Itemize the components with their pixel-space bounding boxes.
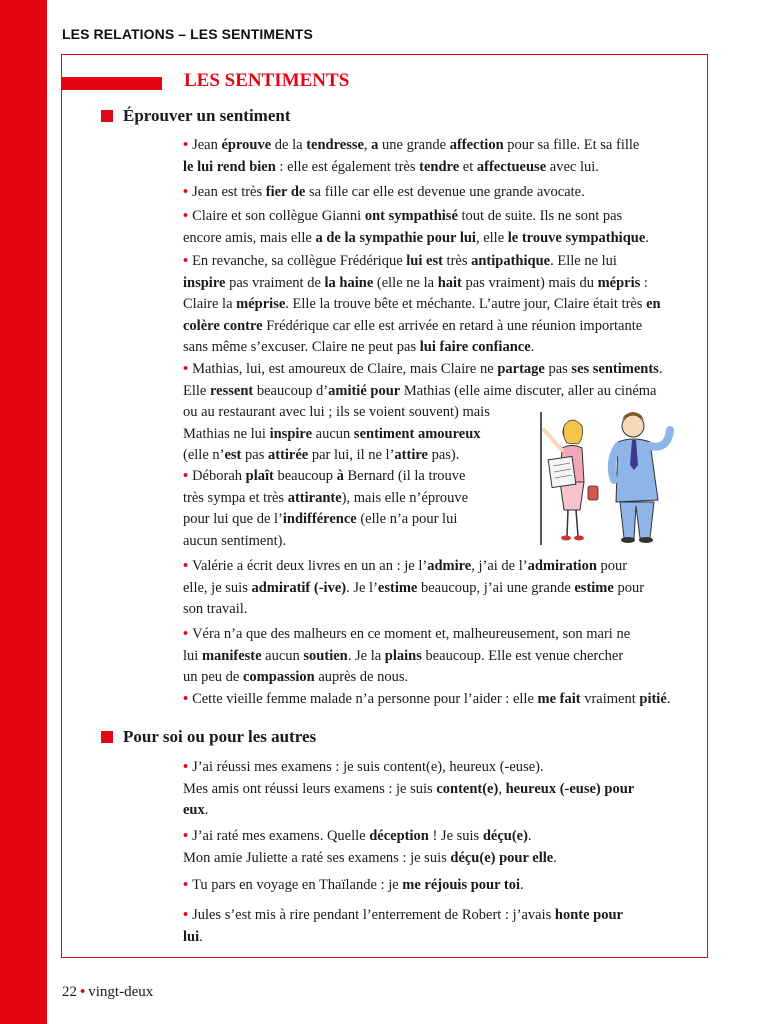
paragraph: • J’ai réussi mes examens : je suis content(e), heureux (-euse). Mes amis ont réussi leurs examens : je suis content(e), heureux (-euse) pour eux.: [183, 759, 635, 818]
bullet-icon: •: [183, 828, 189, 844]
paragraph: • Cette vieille femme malade n’a personne pour l’aider : elle me fait vraiment pitié.: [183, 691, 671, 707]
bullet-icon: •: [183, 759, 189, 775]
running-head: LES RELATIONS – LES SENTIMENTS: [62, 26, 313, 42]
subsection-heading-2: [101, 727, 316, 747]
paragraph: • Jean éprouve de la tendresse, a une grande affection pour sa fille. Et sa fille le lui rend bien : elle est également très tendre et affectueuse avec lui.: [183, 137, 640, 175]
paragraph: • Claire et son collègue Gianni ont sympathisé tout de suite. Ils ne sont pas encore amis, mais elle a de la sympathie pour lui, elle le trouve sympathique.: [183, 208, 649, 246]
square-bullet-icon: [101, 731, 113, 743]
bullet-icon: •: [183, 208, 189, 224]
bullet-icon: •: [183, 691, 189, 707]
square-bullet-icon: [101, 110, 113, 122]
bullet-icon: •: [183, 558, 189, 574]
paragraph: • Tu pars en voyage en Thaïlande : je me réjouis pour toi.: [183, 877, 524, 893]
bullet-icon: •: [183, 184, 189, 200]
illustration-couple: [520, 410, 696, 545]
page-number: 22: [62, 984, 77, 1000]
bullet-icon: •: [183, 253, 189, 269]
page-footer: [62, 984, 153, 1001]
section-title: LES SENTIMENTS: [184, 70, 350, 91]
paragraph: • Déborah plaît beaucoup à Bernard (il la trouve très sympa et très attirante), mais elle n’éprouve pour lui que de l’indifférence (elle n’a pour lui aucun sentiment).: [183, 468, 469, 549]
paragraph: • Mathias, lui, est amoureux de Claire, mais Claire ne partage pas ses sentiments. Elle ressent beaucoup d’amitié pour Mathias (elle aime discuter, aller au cinéma ou au restaurant avec lui ; ils se voient souvent) mais Mathias ne lui inspire aucun sentiment amoureux (elle n’est pas attirée par lui, il ne l’attire pas).: [183, 361, 663, 463]
bullet-icon: •: [183, 468, 189, 484]
paragraph: • Véra n’a que des malheurs en ce moment et, malheureusement, son mari ne lui manifeste aucun soutien. Je la plains beaucoup. Elle est venue chercher un peu de compassion auprès de nous.: [183, 626, 631, 685]
bullet-icon: •: [183, 907, 189, 923]
paragraph: • Jean est très fier de sa fille car elle est devenue une grande avocate.: [183, 184, 585, 200]
paragraph: • En revanche, sa collègue Frédérique lui est très antipathique. Elle ne lui inspire pas vraiment de la haine (elle ne la hait pas vraiment) mais du mépris : Claire la méprise. Elle la trouve bête et méchante. L’autre jour, Claire était très en colère contre Frédérique car elle est arrivée en retard à une réunion importante sans même s’excuser. Claire ne peut pas lui faire confiance.: [183, 253, 661, 355]
title-accent-bar: [61, 77, 162, 90]
subsection-heading-1: [101, 106, 291, 126]
bullet-icon: •: [183, 361, 189, 377]
paragraph: • Valérie a écrit deux livres en un an : je l’admire, j’ai de l’admiration pour elle, je suis admiratif (-ive). Je l’estime beaucoup, j’ai une grande estime pour son travail.: [183, 558, 645, 617]
subsection-title: Éprouver un sentiment: [123, 106, 291, 125]
bullet-icon: •: [183, 626, 189, 642]
bullet-icon: •: [80, 984, 86, 1000]
paragraph: • J’ai raté mes examens. Quelle déception ! Je suis déçu(e). Mon amie Juliette a raté ses examens : je suis déçu(e) pour elle.: [183, 828, 557, 866]
page-number-words: vingt-deux: [88, 984, 154, 1000]
paragraph: • Jules s’est mis à rire pendant l’enterrement de Robert : j’avais honte pour lui.: [183, 907, 623, 945]
page-edge-band: [0, 0, 47, 1024]
subsection-title: Pour soi ou pour les autres: [123, 727, 317, 746]
bullet-icon: •: [183, 877, 189, 893]
bullet-icon: •: [183, 137, 189, 153]
